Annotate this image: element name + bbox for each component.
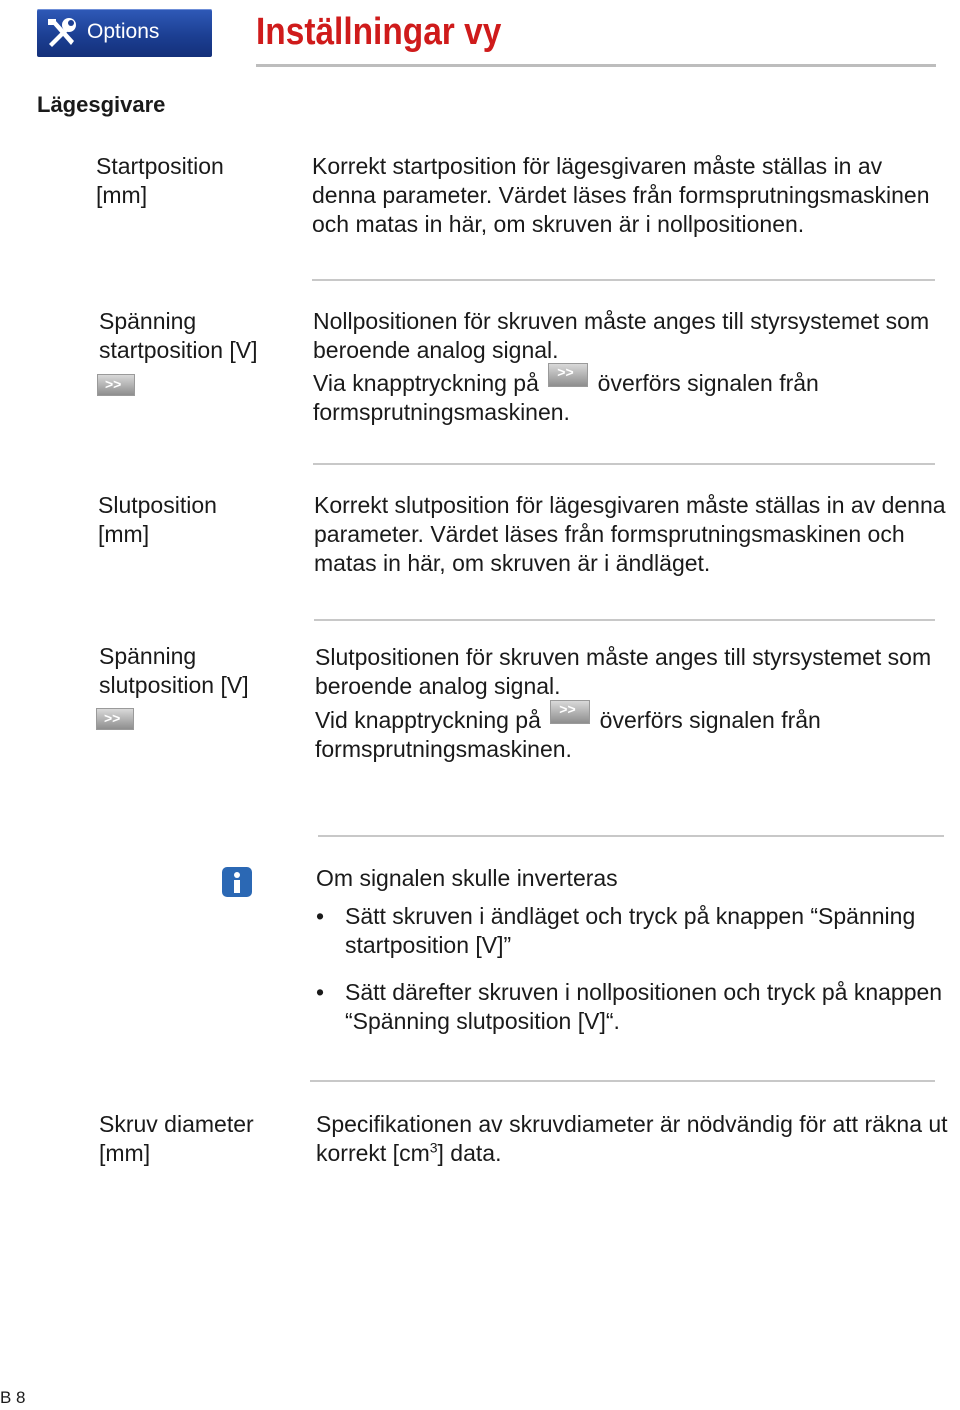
inline-transfer-button: >> [548, 363, 588, 387]
page-title: Inställningar vy [256, 11, 502, 53]
divider [314, 619, 935, 621]
inline-transfer-button: >> [550, 700, 590, 724]
superscript: 3 [429, 1139, 438, 1156]
param-desc-start-voltage: Nollpositionen för skruven måste anges till styrsystemet som beroende analog signal. [313, 308, 930, 363]
section-title: Lägesgivare [37, 92, 166, 117]
note-list [316, 902, 946, 1036]
divider [318, 835, 944, 837]
transfer-start-voltage-button[interactable]: >> [97, 374, 135, 396]
desc-text: överförs signalen från formsprutningsmaskinen. [315, 707, 821, 762]
list-item [316, 902, 946, 960]
options-badge [37, 9, 212, 57]
param-label-screw-diameter: Skruv diameter [mm] [99, 1111, 254, 1166]
param-desc-endposition: Korrekt slutposition för lägesgivaren måste ställas in av denna parameter. Värdet läses från formsprutningsmaskinen och matas in här, om skruven är i ändläget. [314, 492, 946, 576]
param-desc2-start-voltage [313, 364, 953, 427]
list-item-text: Sätt skruven i ändläget och tryck på knappen “Spänning startposition [V]” [345, 903, 916, 958]
divider [313, 463, 935, 465]
list-item [316, 978, 946, 1036]
tools-icon [43, 14, 81, 52]
title-divider [256, 64, 936, 67]
divider [312, 279, 935, 281]
param-desc-startposition: Korrekt startposition för lägesgivaren måste ställas in av denna parameter. Värdet läses från formsprutningsmaskinen och matas in här, om skruven är i nollpositionen. [312, 153, 930, 237]
param-label-startposition: Startposition [mm] [96, 153, 224, 208]
param-desc2-end-voltage [315, 701, 955, 764]
bullet: • [316, 979, 325, 1005]
divider [310, 1080, 935, 1082]
info-icon [222, 867, 252, 897]
page-number: B 8 [0, 1388, 26, 1407]
desc-text: Specifikationen av skruvdiameter är nödvändig för att räkna ut korrekt [cm [316, 1111, 948, 1166]
param-label-endposition: Slutposition [mm] [98, 492, 217, 547]
bullet: • [316, 903, 325, 929]
param-desc-screw-diameter [316, 1110, 956, 1168]
param-label-end-voltage: Spänning slutposition [V] [99, 643, 249, 698]
desc-text: Via knapptryckning på [313, 370, 539, 396]
desc-text: överförs signalen från formsprutningsmaskinen. [313, 370, 819, 425]
param-label-start-voltage: Spänning startposition [V] [99, 308, 258, 363]
desc-text: Vid knapptryckning på [315, 707, 541, 733]
transfer-end-voltage-button[interactable]: >> [96, 708, 134, 730]
desc-text: ] data. [437, 1140, 502, 1166]
options-label: Options [87, 20, 160, 43]
param-desc-end-voltage: Slutpositionen för skruven måste anges till styrsystemet som beroende analog signal. [315, 644, 932, 699]
list-item-text: Sätt därefter skruven i nollpositionen och tryck på knappen “Spänning slutposition [V]“. [345, 979, 943, 1034]
note-heading: Om signalen skulle inverteras [316, 865, 618, 891]
